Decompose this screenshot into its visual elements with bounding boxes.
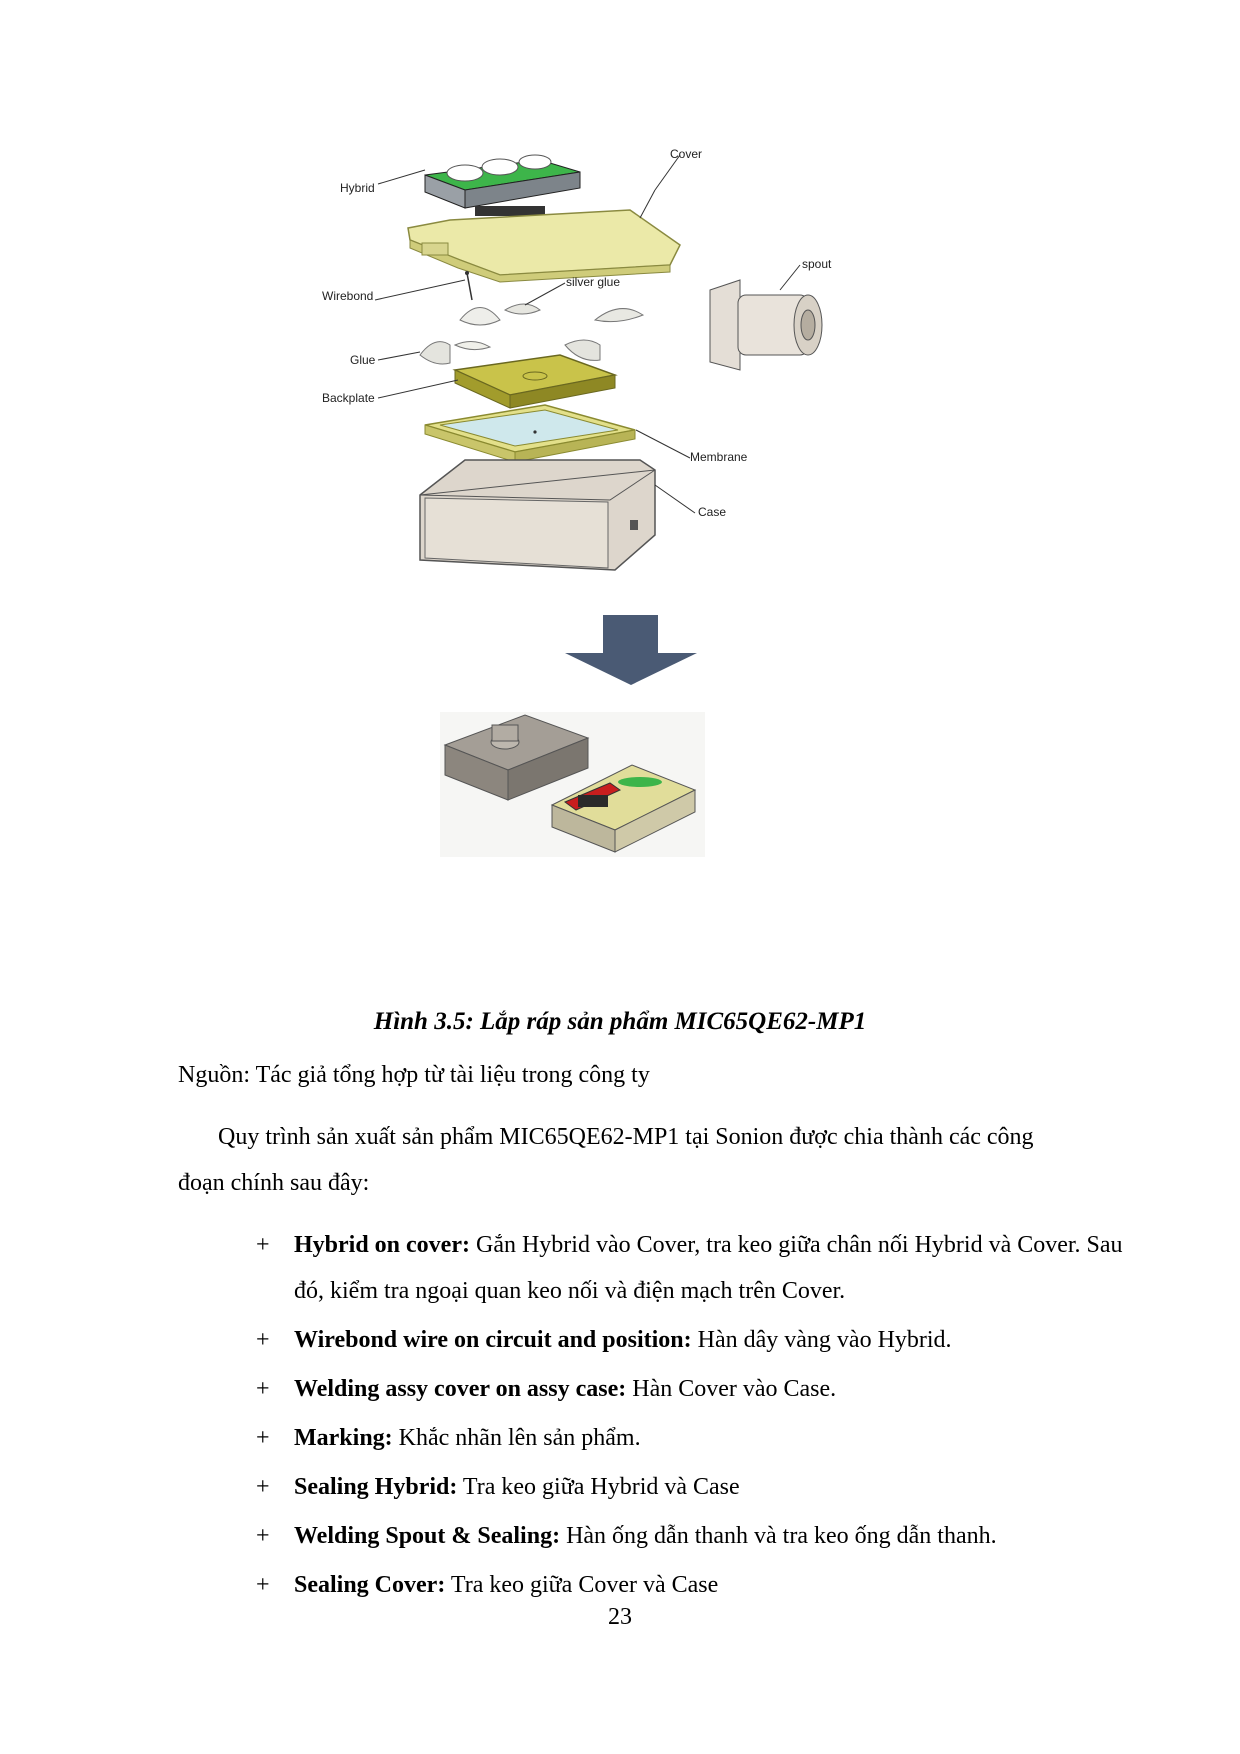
assembled-product-image (440, 712, 705, 857)
step-title: Sealing Hybrid: (294, 1474, 458, 1500)
case-label: Case (698, 505, 727, 519)
membrane-part (425, 405, 635, 462)
list-item (250, 1317, 1130, 1363)
backplate-label: Backplate (322, 391, 375, 405)
glue-label: Glue (350, 353, 376, 367)
step-text: Hàn ống dẫn thanh và tra keo ống dẫn thanh. (560, 1523, 997, 1549)
cover-label: Cover (670, 147, 703, 161)
figure-caption: Hình 3.5: Lắp ráp sản phẩm MIC65QE62-MP1 (373, 1008, 867, 1035)
list-item (250, 1562, 1130, 1608)
step-title: Welding assy cover on assy case: (294, 1376, 627, 1402)
hybrid-label: Hybrid (340, 181, 375, 195)
spout-part (710, 280, 822, 370)
bullet-marker: + (256, 1572, 270, 1598)
silver-glue-part (460, 304, 643, 325)
step-text: Gắn Hybrid vào Cover, tra keo giữa chân nối Hybrid và Cover. Sau đó, kiểm tra ngoại quan keo nối và điện mạch trên Cover. (294, 1232, 1123, 1304)
step-title: Marking: (294, 1425, 393, 1451)
assembly-figure (322, 140, 940, 980)
membrane-label: Membrane (690, 450, 748, 464)
step-title: Sealing Cover: (294, 1572, 446, 1598)
bullet-marker: + (256, 1523, 270, 1549)
step-title: Welding Spout & Sealing: (294, 1523, 561, 1549)
list-item (250, 1222, 1130, 1314)
wirebond-label: Wirebond (322, 289, 374, 303)
hybrid-part (425, 155, 580, 216)
exploded-assembly-diagram (322, 140, 940, 980)
cover-part (408, 210, 680, 282)
spout-label: spout (802, 257, 832, 271)
bullet-marker: + (256, 1327, 270, 1353)
bullet-marker: + (256, 1376, 270, 1402)
wirebond-part (465, 271, 472, 300)
figure-source: Nguồn: Tác giả tổng hợp từ tài liệu trong công ty (178, 1062, 650, 1088)
page-number: 23 (608, 1604, 632, 1630)
intro-line-1: Quy trình sản xuất sản phẩm MIC65QE62-MP1 tại Sonion được chia thành các công (218, 1124, 1034, 1150)
intro-paragraph (178, 1114, 1130, 1206)
bullet-marker: + (256, 1474, 270, 1500)
case-part (420, 460, 655, 570)
step-text: Tra keo giữa Hybrid và Case (457, 1474, 740, 1500)
step-text: Khắc nhãn lên sản phẩm. (392, 1425, 641, 1451)
step-text: Tra keo giữa Cover và Case (445, 1572, 719, 1598)
step-title: Wirebond wire on circuit and position: (294, 1327, 692, 1353)
intro-line-2: đoạn chính sau đây: (178, 1170, 370, 1196)
list-item (250, 1415, 1130, 1461)
backplate-part (455, 355, 615, 408)
list-item (250, 1366, 1130, 1412)
bullet-marker: + (256, 1232, 270, 1258)
list-item (250, 1464, 1130, 1510)
step-title: Hybrid on cover: (294, 1232, 470, 1258)
silver-glue-label: silver glue (566, 275, 621, 289)
bullet-marker: + (256, 1425, 270, 1451)
list-item (250, 1513, 1130, 1559)
process-steps-list (250, 1222, 1130, 1611)
step-text: Hàn dây vàng vào Hybrid. (691, 1327, 952, 1353)
step-text: Hàn Cover vào Case. (626, 1376, 837, 1402)
assembly-arrow-icon (565, 615, 697, 685)
